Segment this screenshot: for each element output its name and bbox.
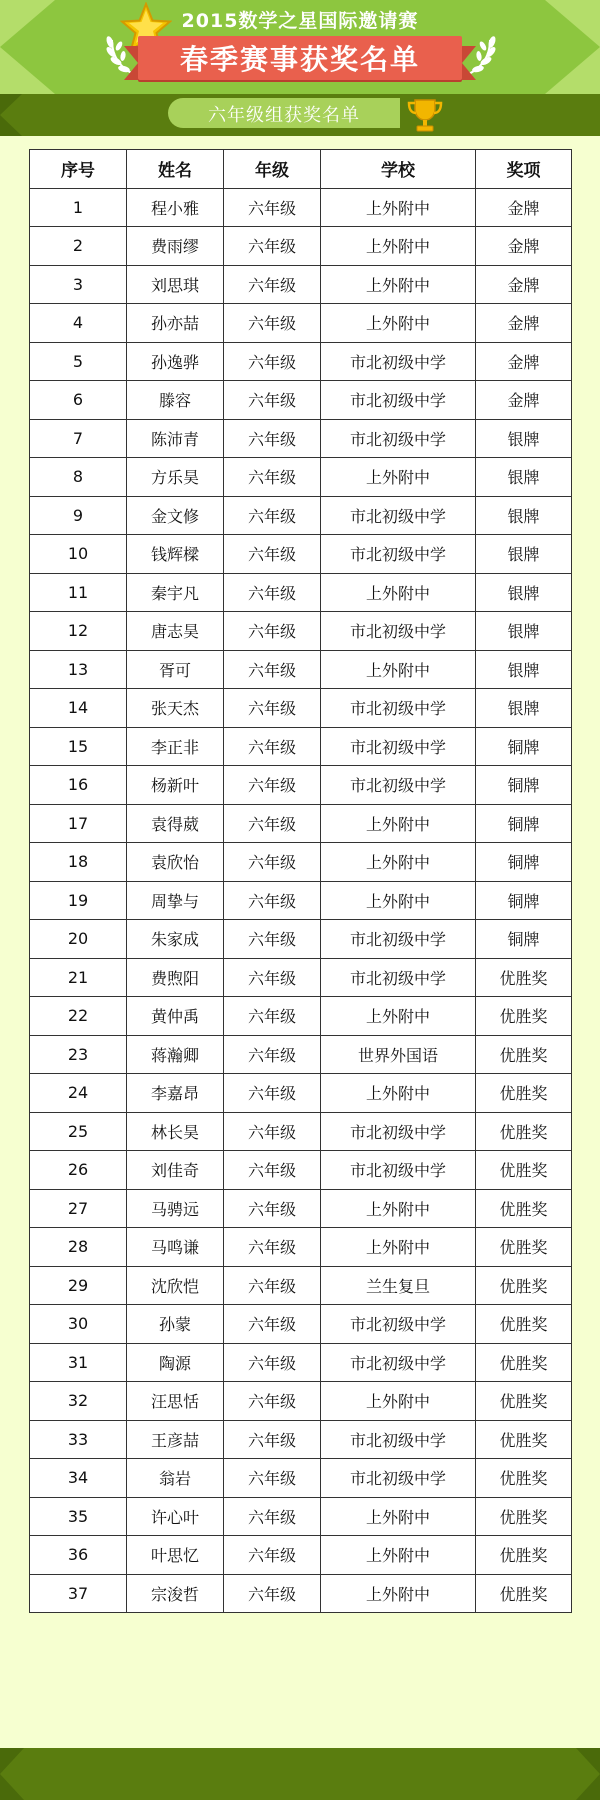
cell-award: 铜牌 — [476, 843, 572, 882]
cell-grade: 六年级 — [224, 612, 321, 651]
cell-number: 5 — [30, 342, 127, 381]
cell-school: 市北初级中学 — [321, 1343, 476, 1382]
cell-school: 市北初级中学 — [321, 689, 476, 728]
table-row — [30, 265, 572, 304]
cell-school: 市北初级中学 — [321, 958, 476, 997]
cell-number: 9 — [30, 496, 127, 535]
table-row — [30, 1035, 572, 1074]
cell-name: 李正非 — [127, 727, 224, 766]
cell-number: 32 — [30, 1382, 127, 1421]
table-row — [30, 689, 572, 728]
cell-grade: 六年级 — [224, 265, 321, 304]
cell-school: 市北初级中学 — [321, 1420, 476, 1459]
cell-number: 26 — [30, 1151, 127, 1190]
cell-award: 银牌 — [476, 535, 572, 574]
cell-name: 王彦喆 — [127, 1420, 224, 1459]
cell-school: 市北初级中学 — [321, 419, 476, 458]
cell-award: 优胜奖 — [476, 997, 572, 1036]
cell-name: 金文修 — [127, 496, 224, 535]
cell-school: 上外附中 — [321, 997, 476, 1036]
table-row — [30, 804, 572, 843]
cell-school: 市北初级中学 — [321, 535, 476, 574]
cell-grade: 六年级 — [224, 689, 321, 728]
cell-award: 金牌 — [476, 227, 572, 266]
table-row — [30, 381, 572, 420]
table-row — [30, 535, 572, 574]
cell-award: 金牌 — [476, 188, 572, 227]
cell-number: 28 — [30, 1228, 127, 1267]
cell-grade: 六年级 — [224, 1497, 321, 1536]
cell-number: 4 — [30, 304, 127, 343]
cell-number: 27 — [30, 1189, 127, 1228]
cell-grade: 六年级 — [224, 920, 321, 959]
cell-name: 李嘉昂 — [127, 1074, 224, 1113]
cell-name: 袁欣怡 — [127, 843, 224, 882]
cell-name: 马骋远 — [127, 1189, 224, 1228]
footer-band-shade-right — [576, 1748, 600, 1800]
cell-name: 张天杰 — [127, 689, 224, 728]
cell-award: 优胜奖 — [476, 1382, 572, 1421]
cell-grade: 六年级 — [224, 227, 321, 266]
cell-school: 市北初级中学 — [321, 342, 476, 381]
cell-award: 优胜奖 — [476, 1343, 572, 1382]
cell-award: 优胜奖 — [476, 1459, 572, 1498]
cell-number: 18 — [30, 843, 127, 882]
table-row — [30, 612, 572, 651]
cell-award: 铜牌 — [476, 804, 572, 843]
cell-school: 上外附中 — [321, 843, 476, 882]
cell-school: 上外附中 — [321, 1189, 476, 1228]
cell-award: 优胜奖 — [476, 1305, 572, 1344]
table-row — [30, 496, 572, 535]
cell-school: 上外附中 — [321, 188, 476, 227]
cell-name: 陶源 — [127, 1343, 224, 1382]
cell-grade: 六年级 — [224, 342, 321, 381]
award-table-body — [30, 188, 572, 1613]
table-row — [30, 727, 572, 766]
table-row — [30, 1420, 572, 1459]
cell-school: 市北初级中学 — [321, 1151, 476, 1190]
cell-award: 金牌 — [476, 381, 572, 420]
cell-name: 胥可 — [127, 650, 224, 689]
cell-grade: 六年级 — [224, 804, 321, 843]
cell-number: 10 — [30, 535, 127, 574]
cell-grade: 六年级 — [224, 1074, 321, 1113]
table-row — [30, 1497, 572, 1536]
cell-school: 市北初级中学 — [321, 920, 476, 959]
cell-award: 优胜奖 — [476, 1112, 572, 1151]
cell-name: 许心叶 — [127, 1497, 224, 1536]
cell-grade: 六年级 — [224, 381, 321, 420]
cell-number: 35 — [30, 1497, 127, 1536]
cell-number: 34 — [30, 1459, 127, 1498]
table-row — [30, 766, 572, 805]
cell-name: 马鸣谦 — [127, 1228, 224, 1267]
cell-grade: 六年级 — [224, 1266, 321, 1305]
cell-name: 汪思恬 — [127, 1382, 224, 1421]
cell-number: 31 — [30, 1343, 127, 1382]
cell-grade: 六年级 — [224, 188, 321, 227]
table-row — [30, 227, 572, 266]
cell-number: 24 — [30, 1074, 127, 1113]
cell-grade: 六年级 — [224, 881, 321, 920]
cell-grade: 六年级 — [224, 1112, 321, 1151]
cell-school: 市北初级中学 — [321, 727, 476, 766]
cell-award: 银牌 — [476, 458, 572, 497]
column-header-number: 序号 — [30, 150, 127, 189]
cell-school: 上外附中 — [321, 458, 476, 497]
cell-name: 钱辉樑 — [127, 535, 224, 574]
cell-name: 蒋瀚卿 — [127, 1035, 224, 1074]
cell-school: 兰生复旦 — [321, 1266, 476, 1305]
cell-name: 翁岩 — [127, 1459, 224, 1498]
cell-award: 铜牌 — [476, 766, 572, 805]
ribbon-tail-right — [462, 46, 476, 80]
cell-award: 金牌 — [476, 265, 572, 304]
footer-band — [0, 1748, 600, 1800]
table-row — [30, 1266, 572, 1305]
cell-number: 19 — [30, 881, 127, 920]
cell-award: 银牌 — [476, 650, 572, 689]
table-row — [30, 881, 572, 920]
cell-grade: 六年级 — [224, 1305, 321, 1344]
cell-award: 优胜奖 — [476, 1189, 572, 1228]
cell-number: 37 — [30, 1574, 127, 1613]
cell-award: 优胜奖 — [476, 1035, 572, 1074]
cell-grade: 六年级 — [224, 1035, 321, 1074]
cell-award: 优胜奖 — [476, 1151, 572, 1190]
table-row — [30, 650, 572, 689]
cell-name: 周挚与 — [127, 881, 224, 920]
table-row — [30, 843, 572, 882]
cell-name: 宗浚哲 — [127, 1574, 224, 1613]
cell-grade: 六年级 — [224, 650, 321, 689]
table-row — [30, 304, 572, 343]
cell-school: 市北初级中学 — [321, 1112, 476, 1151]
cell-grade: 六年级 — [224, 419, 321, 458]
cell-school: 上外附中 — [321, 1574, 476, 1613]
cell-number: 3 — [30, 265, 127, 304]
group-title: 六年级组获奖名单 — [208, 105, 360, 126]
cell-grade: 六年级 — [224, 496, 321, 535]
cell-name: 朱家成 — [127, 920, 224, 959]
cell-school: 市北初级中学 — [321, 1459, 476, 1498]
table-row — [30, 958, 572, 997]
cell-school: 市北初级中学 — [321, 381, 476, 420]
table-row — [30, 1382, 572, 1421]
cell-grade: 六年级 — [224, 997, 321, 1036]
cell-name: 孙蒙 — [127, 1305, 224, 1344]
cell-grade: 六年级 — [224, 1574, 321, 1613]
table-row — [30, 419, 572, 458]
cell-name: 刘思琪 — [127, 265, 224, 304]
cell-school: 上外附中 — [321, 573, 476, 612]
cell-number: 16 — [30, 766, 127, 805]
cell-number: 6 — [30, 381, 127, 420]
cell-grade: 六年级 — [224, 1459, 321, 1498]
cell-award: 优胜奖 — [476, 1074, 572, 1113]
ribbon-tail-left — [124, 46, 138, 80]
cell-award: 优胜奖 — [476, 1497, 572, 1536]
column-header-school: 学校 — [321, 150, 476, 189]
cell-school: 上外附中 — [321, 1536, 476, 1575]
column-header-award: 奖项 — [476, 150, 572, 189]
cell-number: 29 — [30, 1266, 127, 1305]
cell-award: 铜牌 — [476, 881, 572, 920]
cell-name: 程小雅 — [127, 188, 224, 227]
cell-number: 21 — [30, 958, 127, 997]
cell-number: 30 — [30, 1305, 127, 1344]
cell-name: 杨新叶 — [127, 766, 224, 805]
cell-award: 银牌 — [476, 689, 572, 728]
cell-number: 14 — [30, 689, 127, 728]
cell-award: 优胜奖 — [476, 1420, 572, 1459]
cell-school: 世界外国语 — [321, 1035, 476, 1074]
cell-school: 上外附中 — [321, 1382, 476, 1421]
event-title: 2015数学之星国际邀请赛 — [181, 10, 419, 32]
cell-grade: 六年级 — [224, 304, 321, 343]
table-row — [30, 458, 572, 497]
cell-school: 上外附中 — [321, 650, 476, 689]
cell-name: 费煦阳 — [127, 958, 224, 997]
cell-award: 铜牌 — [476, 727, 572, 766]
column-header-name: 姓名 — [127, 150, 224, 189]
cell-grade: 六年级 — [224, 843, 321, 882]
table-row — [30, 997, 572, 1036]
table-row — [30, 1305, 572, 1344]
cell-grade: 六年级 — [224, 535, 321, 574]
footer-band-shade-left — [0, 1748, 24, 1800]
cell-grade: 六年级 — [224, 1189, 321, 1228]
cell-name: 孙亦喆 — [127, 304, 224, 343]
table-row — [30, 1228, 572, 1267]
cell-number: 2 — [30, 227, 127, 266]
table-header-row — [30, 150, 572, 189]
cell-name: 沈欣恺 — [127, 1266, 224, 1305]
cell-name: 刘佳奇 — [127, 1151, 224, 1190]
cell-school: 市北初级中学 — [321, 766, 476, 805]
cell-number: 36 — [30, 1536, 127, 1575]
cell-grade: 六年级 — [224, 1228, 321, 1267]
table-row — [30, 1112, 572, 1151]
table-row — [30, 342, 572, 381]
cell-grade: 六年级 — [224, 1343, 321, 1382]
group-banner-shade — [0, 94, 22, 136]
table-row — [30, 1151, 572, 1190]
cell-grade: 六年级 — [224, 1382, 321, 1421]
cell-award: 金牌 — [476, 304, 572, 343]
cell-award: 银牌 — [476, 573, 572, 612]
table-row — [30, 1189, 572, 1228]
cell-award: 铜牌 — [476, 920, 572, 959]
cell-grade: 六年级 — [224, 727, 321, 766]
table-row — [30, 920, 572, 959]
cell-name: 唐志昊 — [127, 612, 224, 651]
cell-name: 滕容 — [127, 381, 224, 420]
cell-award: 优胜奖 — [476, 1266, 572, 1305]
cell-grade: 六年级 — [224, 766, 321, 805]
cell-name: 费雨缪 — [127, 227, 224, 266]
cell-school: 上外附中 — [321, 804, 476, 843]
cell-number: 8 — [30, 458, 127, 497]
cell-number: 22 — [30, 997, 127, 1036]
table-row — [30, 1459, 572, 1498]
cell-name: 林长昊 — [127, 1112, 224, 1151]
column-header-grade: 年级 — [224, 150, 321, 189]
cell-number: 20 — [30, 920, 127, 959]
cell-name: 方乐昊 — [127, 458, 224, 497]
cell-number: 25 — [30, 1112, 127, 1151]
trophy-icon — [406, 96, 444, 134]
cell-name: 陈沛青 — [127, 419, 224, 458]
cell-school: 上外附中 — [321, 1228, 476, 1267]
cell-school: 市北初级中学 — [321, 496, 476, 535]
cell-award: 银牌 — [476, 496, 572, 535]
cell-number: 23 — [30, 1035, 127, 1074]
cell-award: 优胜奖 — [476, 1228, 572, 1267]
cell-grade: 六年级 — [224, 1151, 321, 1190]
page-title: 春季赛事获奖名单 — [179, 43, 420, 76]
cell-number: 33 — [30, 1420, 127, 1459]
cell-name: 叶思忆 — [127, 1536, 224, 1575]
cell-number: 1 — [30, 188, 127, 227]
table-row — [30, 1574, 572, 1613]
cell-number: 7 — [30, 419, 127, 458]
cell-number: 15 — [30, 727, 127, 766]
cell-school: 上外附中 — [321, 227, 476, 266]
cell-name: 秦宇凡 — [127, 573, 224, 612]
award-table — [29, 149, 572, 1613]
cell-school: 上外附中 — [321, 304, 476, 343]
table-row — [30, 1074, 572, 1113]
cell-number: 12 — [30, 612, 127, 651]
cell-school: 上外附中 — [321, 1074, 476, 1113]
table-row — [30, 573, 572, 612]
cell-name: 袁得葳 — [127, 804, 224, 843]
cell-grade: 六年级 — [224, 1536, 321, 1575]
table-row — [30, 1343, 572, 1382]
table-row — [30, 1536, 572, 1575]
cell-number: 13 — [30, 650, 127, 689]
cell-award: 银牌 — [476, 419, 572, 458]
cell-grade: 六年级 — [224, 573, 321, 612]
cell-grade: 六年级 — [224, 458, 321, 497]
cell-school: 市北初级中学 — [321, 1305, 476, 1344]
cell-grade: 六年级 — [224, 1420, 321, 1459]
cell-number: 11 — [30, 573, 127, 612]
cell-name: 黄仲禹 — [127, 997, 224, 1036]
cell-school: 市北初级中学 — [321, 612, 476, 651]
cell-award: 银牌 — [476, 612, 572, 651]
cell-number: 17 — [30, 804, 127, 843]
table-row — [30, 188, 572, 227]
cell-school: 上外附中 — [321, 1497, 476, 1536]
cell-award: 金牌 — [476, 342, 572, 381]
cell-school: 上外附中 — [321, 881, 476, 920]
cell-award: 优胜奖 — [476, 1574, 572, 1613]
cell-award: 优胜奖 — [476, 1536, 572, 1575]
cell-name: 孙逸骅 — [127, 342, 224, 381]
cell-grade: 六年级 — [224, 958, 321, 997]
cell-school: 上外附中 — [321, 265, 476, 304]
cell-award: 优胜奖 — [476, 958, 572, 997]
